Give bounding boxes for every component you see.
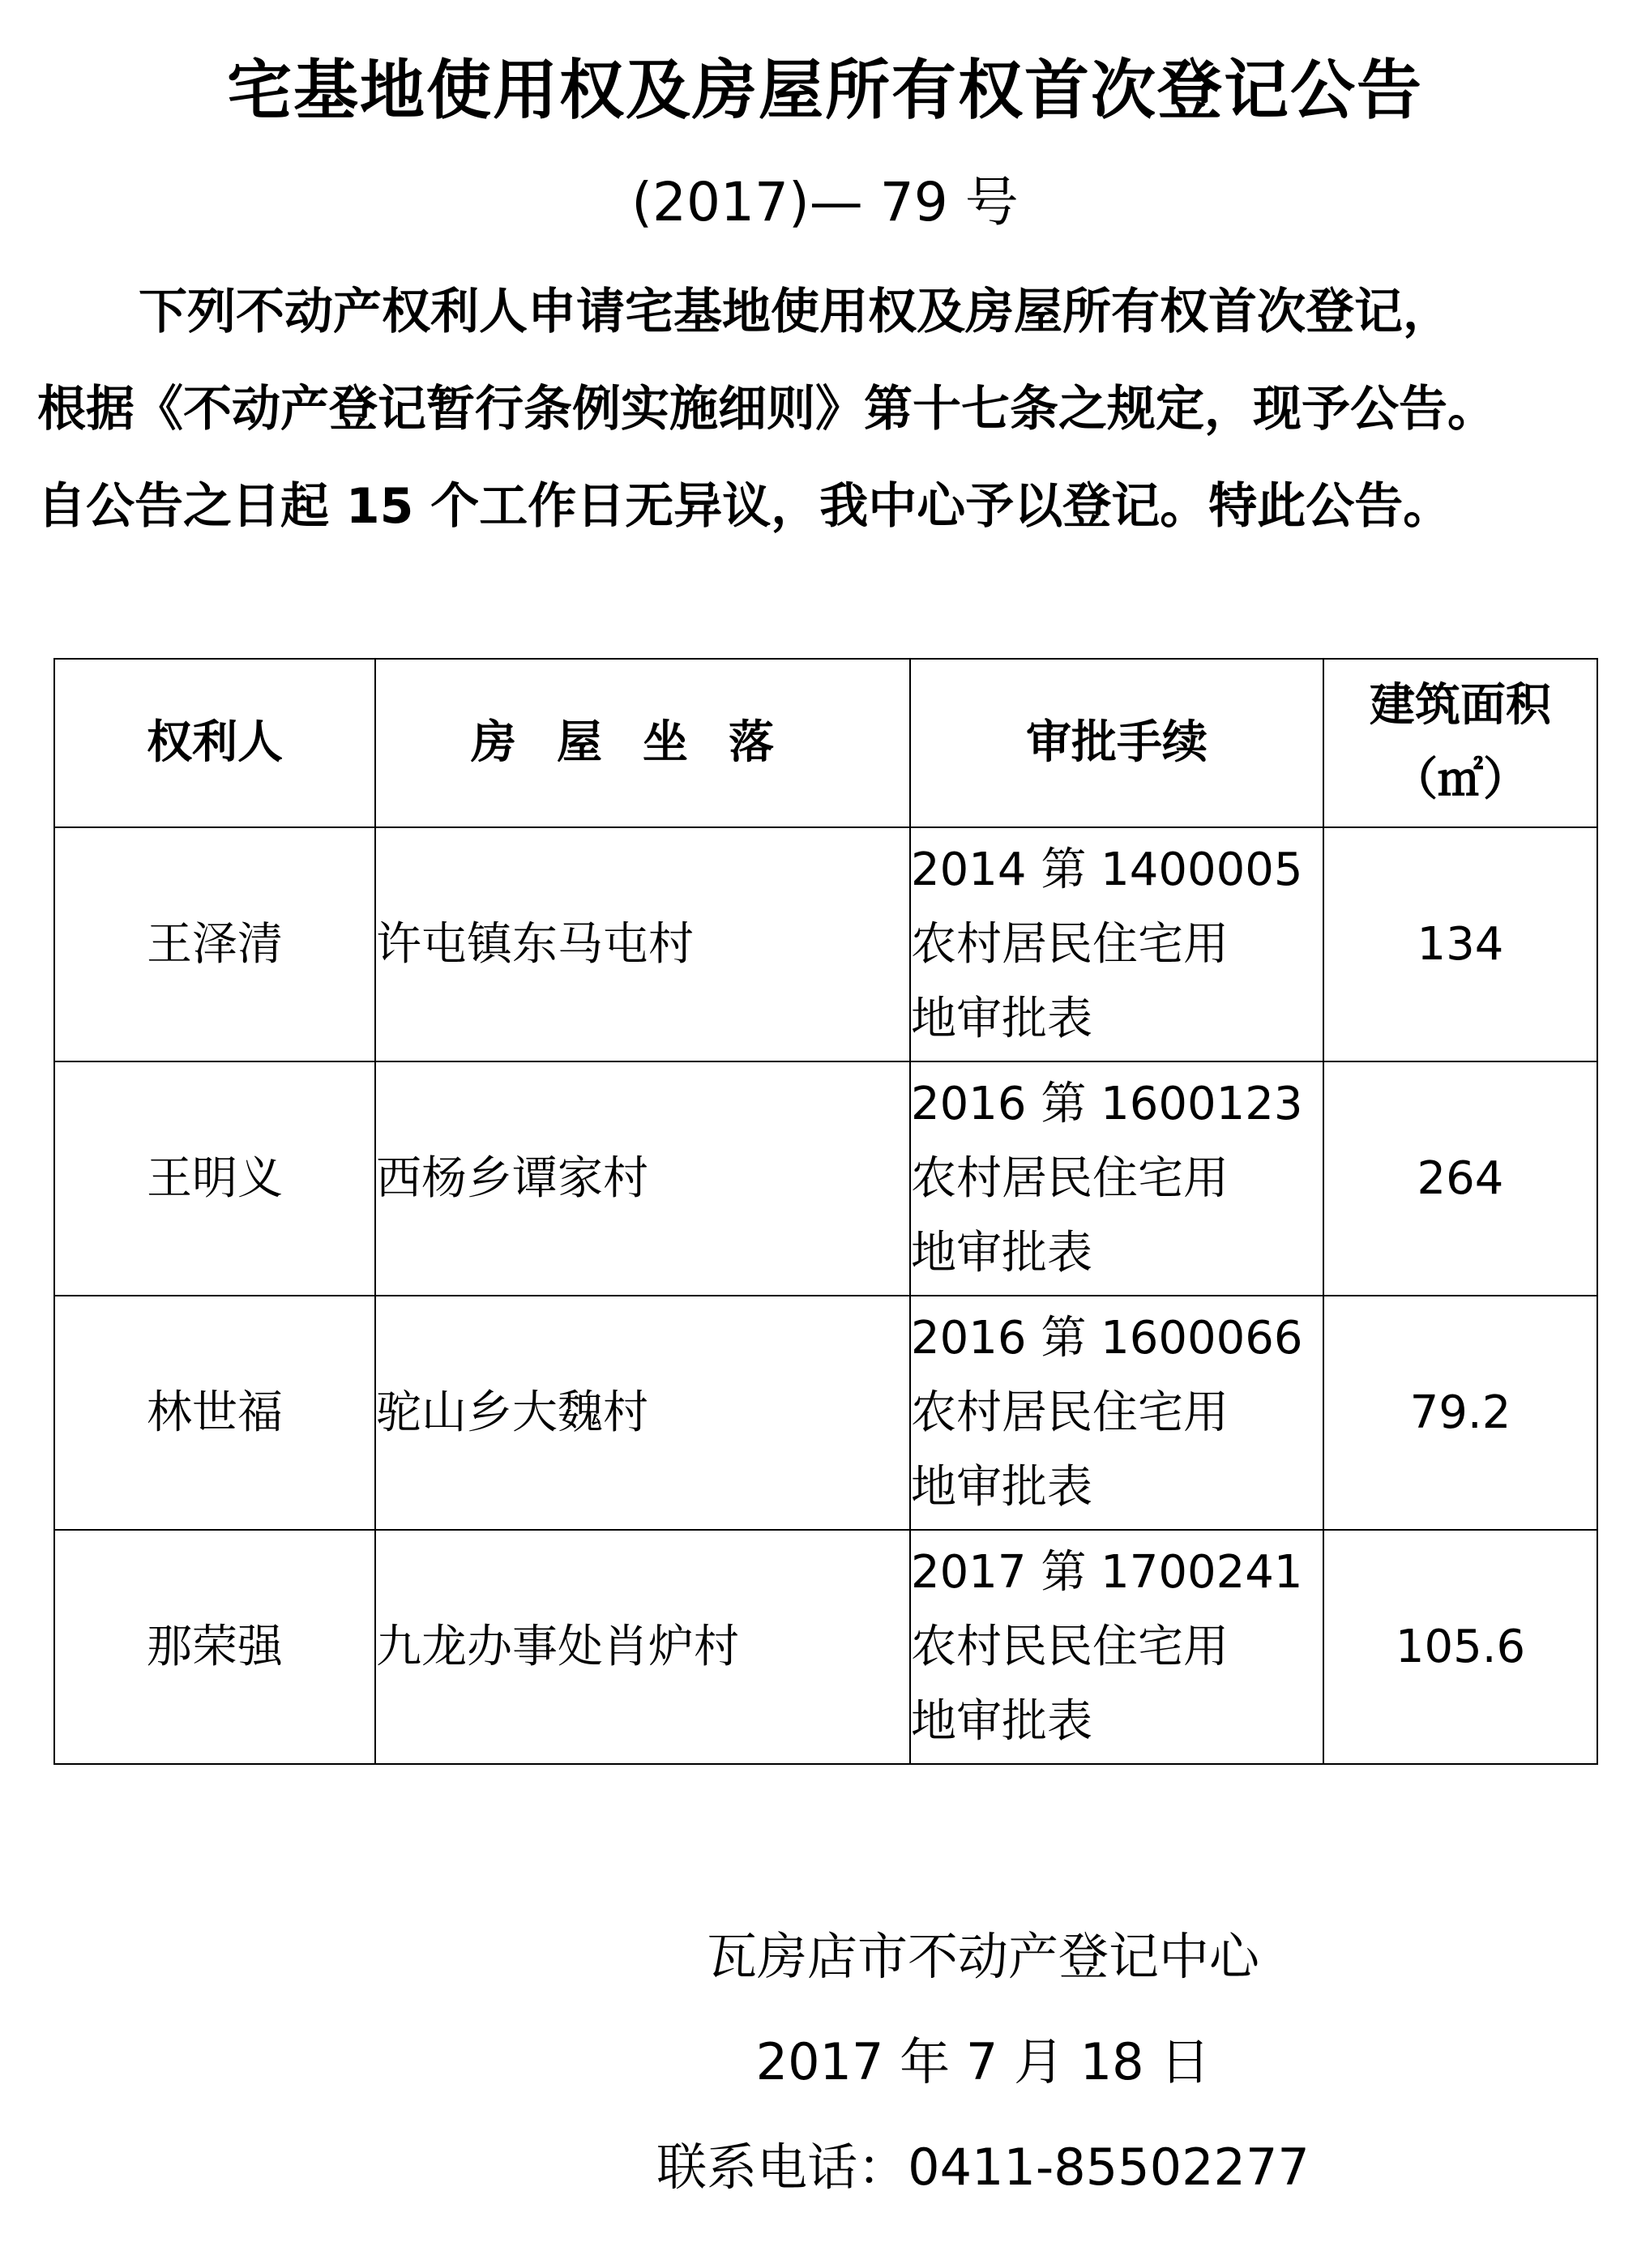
approval-line-1: 2017 第 1700241 bbox=[911, 1545, 1303, 1599]
table-header-row bbox=[54, 659, 1597, 827]
cell-holder: 那荣强 bbox=[54, 1530, 375, 1764]
approval-line-3: 地审批表 bbox=[911, 1460, 1092, 1514]
header-holder: 权利人 bbox=[54, 659, 375, 827]
cell-approval bbox=[910, 1296, 1323, 1530]
notice-title: 宅基地使用权及房屋所有权首次登记公告 bbox=[227, 53, 1423, 128]
cell-approval bbox=[910, 1061, 1323, 1296]
approval-line-3: 地审批表 bbox=[911, 992, 1092, 1045]
approval-line-2: 农村民民住宅用 bbox=[911, 1620, 1229, 1673]
intro-paragraph-line-1: 下列不动产权利人申请宅基地使用权及房屋所有权首次登记， bbox=[139, 284, 1451, 340]
cell-area: 105.6 bbox=[1323, 1530, 1597, 1764]
cell-approval bbox=[910, 1530, 1323, 1764]
cell-area: 79.2 bbox=[1323, 1296, 1597, 1530]
registration-table bbox=[53, 658, 1598, 1765]
cell-approval bbox=[910, 827, 1323, 1061]
cell-area: 264 bbox=[1323, 1061, 1597, 1296]
approval-line-3: 地审批表 bbox=[911, 1694, 1092, 1748]
header-area-line-2: （㎡） bbox=[1392, 754, 1528, 806]
notice-number: (2017)— 79 号 bbox=[631, 171, 1019, 233]
approval-line-1: 2014 第 1400005 bbox=[911, 843, 1303, 896]
approval-line-2: 农村居民住宅用 bbox=[911, 917, 1229, 971]
approval-line-2: 农村居民住宅用 bbox=[911, 1386, 1229, 1439]
intro-paragraph-line-3: 自公告之日起 15 个工作日无异议，我中心予以登记。特此公告。 bbox=[37, 478, 1452, 535]
approval-line-2: 农村居民住宅用 bbox=[911, 1151, 1229, 1205]
cell-area: 134 bbox=[1323, 827, 1597, 1061]
table-row bbox=[54, 827, 1597, 1061]
header-location-label: 房屋坐落 bbox=[471, 716, 814, 769]
header-approval: 审批手续 bbox=[910, 659, 1323, 827]
table-row bbox=[54, 1061, 1597, 1296]
cell-location: 许屯镇东马屯村 bbox=[375, 827, 910, 1061]
cell-location: 驼山乡大魏村 bbox=[375, 1296, 910, 1530]
cell-holder: 林世福 bbox=[54, 1296, 375, 1530]
header-area-line-1: 建筑面积 bbox=[1370, 679, 1551, 732]
approval-line-3: 地审批表 bbox=[911, 1226, 1092, 1279]
cell-holder: 王泽清 bbox=[54, 827, 375, 1061]
cell-location: 西杨乡谭家村 bbox=[375, 1061, 910, 1296]
intro-paragraph-line-2: 根据《不动产登记暂行条例实施细则》第十七条之规定，现予公告。 bbox=[37, 381, 1496, 438]
approval-line-1: 2016 第 1600066 bbox=[911, 1311, 1303, 1365]
contact-phone: 联系电话：0411-85502277 bbox=[656, 2138, 1310, 2197]
cell-location: 九龙办事处肖炉村 bbox=[375, 1530, 910, 1764]
issue-date: 2017 年 7 月 18 日 bbox=[755, 2032, 1211, 2091]
cell-holder: 王明义 bbox=[54, 1061, 375, 1296]
header-area bbox=[1323, 659, 1597, 827]
table-row bbox=[54, 1296, 1597, 1530]
issuer-name: 瓦房店市不动产登记中心 bbox=[706, 1927, 1259, 1986]
approval-line-1: 2016 第 1600123 bbox=[911, 1077, 1303, 1130]
header-location bbox=[375, 659, 910, 827]
table-row bbox=[54, 1530, 1597, 1764]
